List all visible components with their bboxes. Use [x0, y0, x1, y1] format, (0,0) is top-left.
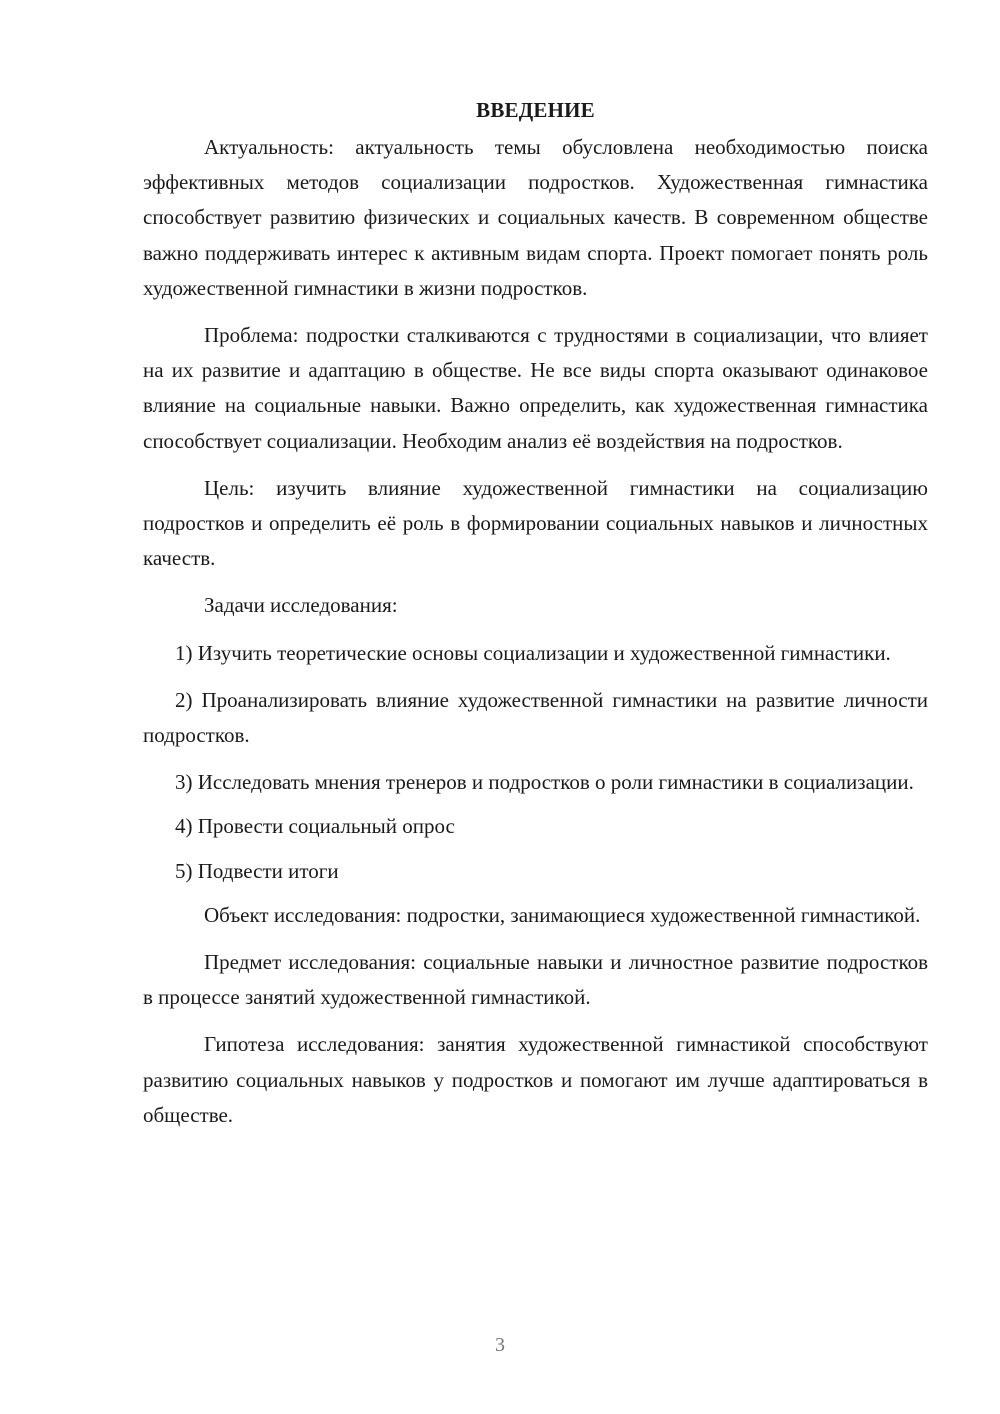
page-title: ВВЕДЕНИЕ: [476, 98, 595, 122]
task-item-2: 2) Проанализировать влияние художественной гимнастики на развитие личности подростков.: [143, 687, 928, 748]
task-item-5: 5) Подвести итоги: [175, 858, 339, 883]
paragraph-relevance: Актуальность: актуальность темы обусловлена необходимостью поиска эффективных методов социализации подростков. Художественная гимнастика способствует развитию физических и социальных качеств. В современном обществе важно поддерживать интерес к активным видам спорта. Проект помогает понять роль художественной гимнастики в жизни подростков.: [143, 135, 928, 300]
tasks-heading: Задачи исследования:: [204, 593, 398, 618]
paragraph-problem: Проблема: подростки сталкиваются с трудностями в социализации, что влияет на их развитие и адаптацию в обществе. Не все виды спорта оказывают одинаковое влияние на социальные навыки. Важно определить, как художественная гимнастика способствует социализации. Необходим анализ её воздействия на подростков.: [143, 323, 928, 453]
document-page: [143, 92, 928, 1133]
task-item-3: 3) Исследовать мнения тренеров и подростков о роли гимнастики в социализации.: [175, 770, 914, 795]
paragraph-subject: Предмет исследования: социальные навыки и личностное развитие подростков в процессе занятий художественной гимнастикой.: [143, 950, 928, 1010]
paragraph-goal: Цель: изучить влияние художественной гимнастики на социализацию подростков и определить её роль в формировании социальных навыков и личностных качеств.: [143, 475, 928, 571]
task-item-1: 1) Изучить теоретические основы социализации и художественной гимнастики.: [175, 640, 891, 665]
page-number: 3: [495, 1334, 505, 1356]
task-item-4: 4) Провести социальный опрос: [175, 814, 455, 839]
paragraph-hypothesis: Гипотеза исследования: занятия художественной гимнастикой способствуют развитию социальных навыков у подростков и помогают им лучше адаптироваться в обществе.: [143, 1032, 928, 1127]
paragraph-object: Объект исследования: подростки, занимающиеся художественной гимнастикой.: [204, 902, 921, 927]
